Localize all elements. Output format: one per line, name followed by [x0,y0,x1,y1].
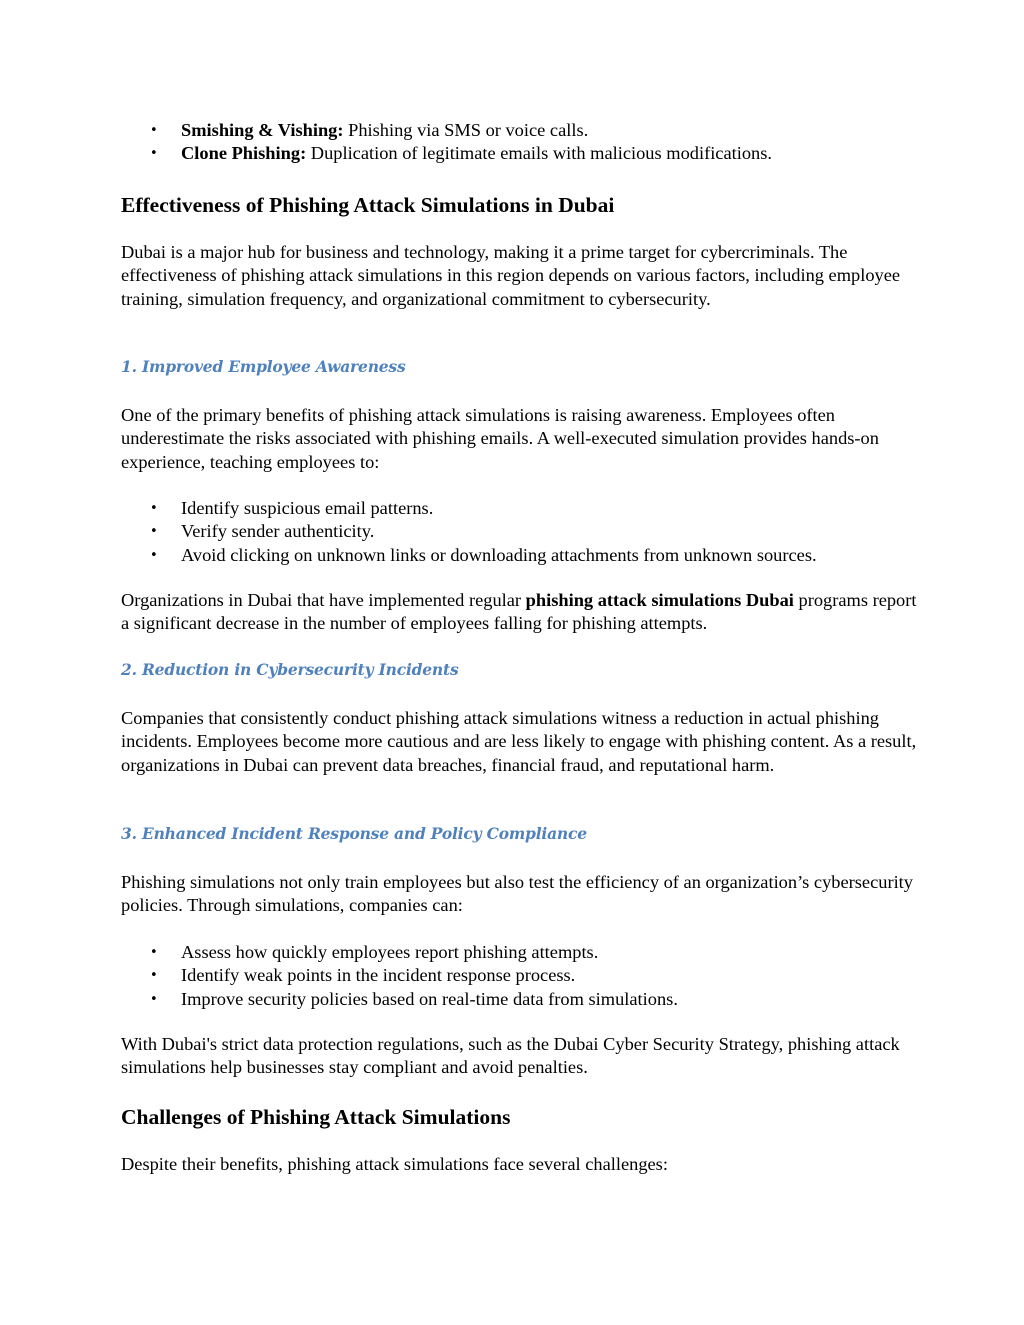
paragraph: With Dubai's strict data protection regulations, such as the Dubai Cyber Security Strategy, phishing attack simulations help businesses stay compliant and avoid penalties. [121,1034,900,1078]
list-item [121,119,921,142]
subheading: 2. Reduction in Cybersecurity Incidents [121,660,459,679]
list-item-text: Identify weak points in the incident response process. [181,965,576,986]
paragraph-text: Organizations in Dubai that have implemented regular [121,590,526,610]
bullet-icon: • [150,945,158,960]
list-item [121,988,921,1011]
bullet-icon: • [150,968,158,984]
list-item [121,544,921,567]
bullet-icon: • [150,991,158,1007]
list-item-text: Improve security policies based on real-time data from simulations. [181,988,678,1009]
bullet-icon: • [150,524,158,540]
keyword-bold: phishing attack simulations Dubai [525,590,794,610]
bullet-icon: • [150,146,158,162]
list-item-bold: Clone Phishing: [181,143,307,164]
paragraph [121,589,921,636]
paragraph: Despite their benefits, phishing attack simulations face several challenges: [121,1154,668,1174]
list-item-text: Duplication of legitimate emails with malicious modifications. [306,143,772,164]
awareness-bullet-list [121,497,921,567]
paragraph: Dubai is a major hub for business and technology, making it a prime target for cybercriminals. The effectiveness of phishing attack simulations in this region depends on various factors, including employee training, simulation frequency, and organizational commitment to cybersecurity. [121,242,901,309]
top-bullet-list [121,119,921,166]
list-item-text: Verify sender authenticity. [181,521,375,542]
paragraph: Companies that consistently conduct phishing attack simulations witness a reduction in actual phishing incidents. Employees become more cautious and are less likely to engage with phishing content. As a result, organizations in Dubai can prevent data breaches, financial fraud, and reputational harm. [121,708,917,775]
list-item-text: Phishing via SMS or voice calls. [343,120,589,140]
policy-bullet-list [121,941,921,1011]
subheading: 3. Enhanced Incident Response and Policy Compliance [121,824,587,843]
list-item [121,964,921,987]
bullet-icon: • [150,547,158,563]
list-item-text: Identify suspicious email patterns. [181,498,434,518]
list-item-text: Avoid clicking on unknown links or downloading attachments from unknown sources. [181,544,817,565]
bullet-icon: • [150,123,158,138]
list-item [121,142,921,165]
list-item [121,941,921,964]
list-item [121,497,921,520]
bullet-icon: • [150,501,158,516]
list-item [121,520,921,543]
paragraph-text: programs report a significant decrease in the number of employees falling for phishing attempts. [121,590,917,634]
section-heading: Challenges of Phishing Attack Simulations [121,1105,511,1129]
list-item-text: Assess how quickly employees report phishing attempts. [181,942,599,962]
paragraph: Phishing simulations not only train employees but also test the efficiency of an organization’s cybersecurity policies. Through simulations, companies can: [121,872,913,916]
section-heading: Effectiveness of Phishing Attack Simulations in Dubai [121,193,615,217]
list-item-bold: Smishing & Vishing: [181,120,344,140]
subheading: 1. Improved Employee Awareness [121,357,406,376]
paragraph: One of the primary benefits of phishing attack simulations is raising awareness. Employees often underestimate the risks associated with phishing emails. A well-executed simulation provides hands-on experience, teaching employees to: [121,405,879,472]
